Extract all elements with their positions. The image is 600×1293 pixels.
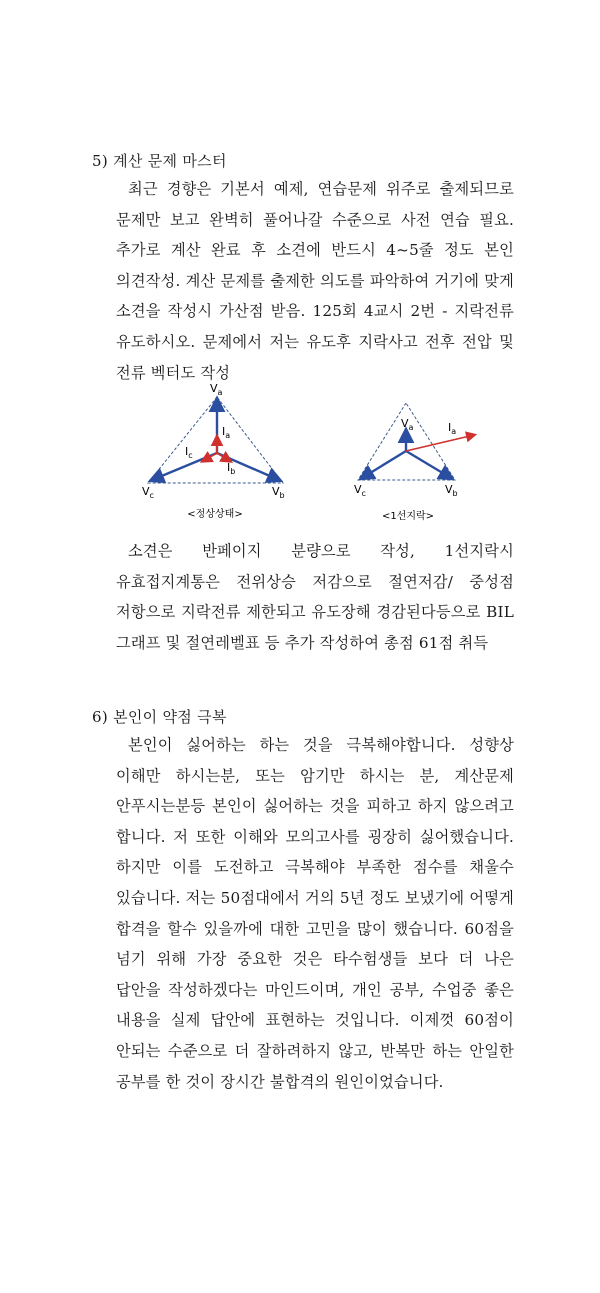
- section-5-paragraph-2: 소견은 반페이지 분량으로 작성, 1선지락시 유효접지계통은 전위상승 저감으로 절연저감/ 중성점 저항으로 지락전류 제한되고 유도장해 경감된다등으로 BIL 그래프 및 절연레벨표 등 추가 작성하여 총점 61점 취득: [116, 542, 514, 652]
- right-vc-vector: [362, 451, 406, 478]
- right-va-label: $V_a$: [401, 417, 414, 432]
- left-dashed-triangle: [148, 397, 283, 483]
- right-vc-label: $V_c$: [354, 483, 366, 498]
- section-5-heading: 5) 계산 문제 마스터: [92, 152, 227, 170]
- section-5-paragraph-1: 최근 경향은 기본서 예제, 연습문제 위주로 출제되므로 문제만 보고 완벽히 풀어나갈 수준으로 사전 연습 필요. 추가로 계산 완료 후 소견에 반드시 4~5줄 정도 본인 의견작성. 계산 문제를 출제한 의도를 파악하여 거기에 맞게 소견을 작성시 가산점 받음. 125회 4교시 2번 - 지락전류 유도하시오. 문제에서 저는 유도후 지락사고 전후 전압 및 전류 벡터도 작성: [116, 180, 514, 382]
- section-6-paragraph-1: 본인이 싫어하는 하는 것을 극복해야합니다. 성향상 이해만 하시는분, 또는 암기만 하시는 분, 계산문제 안푸시는분등 본인이 싫어하는 것을 피하고 하지 않으려고 합니다. 저 또한 이해와 모의고사를 굉장히 싫어했습니다. 하지만 이를 도전하고 극복해야 부족한 점수를 채울수 있습니다. 저는 50점대에서 거의 5년 정도 보냈기에 어떻게 합격을 할수 있을까에 대한 고민을 많이 했습니다. 60점을 넘기 위해 가장 중요한 것은 타수험생들 보다 더 나은 답안을 작성하겠다는 마인드이며, 개인 공부, 수업중 좋은 내용을 실제 답안에 표현하는 것입니다. 이제껏 60점이 안되는 수준으로 더 잘하려하지 않고, 반복만 하는 안일한 공부를 한 것이 장시간 불합격의 원인이었습니다.: [116, 736, 514, 1091]
- left-ic-label: $I_c$: [185, 445, 193, 460]
- left-ia-label: $I_a$: [222, 425, 231, 440]
- left-va-label: $V_a$: [210, 382, 223, 397]
- single-line-ground-fault-diagram: [354, 403, 474, 522]
- right-vb-label: $V_b$: [445, 483, 458, 498]
- normal-state-caption: <정상상태>: [187, 509, 243, 520]
- right-vb-vector: [406, 451, 451, 478]
- vector-diagram: [130, 375, 490, 525]
- right-ia-label: $I_a$: [448, 421, 457, 436]
- right-ia-vector: [406, 435, 474, 451]
- left-ib-label: $I_b$: [227, 461, 236, 476]
- single-line-fault-caption: <1선지락>: [381, 511, 435, 522]
- left-vb-label: $V_b$: [272, 485, 285, 500]
- normal-state-diagram: [142, 382, 285, 520]
- vector-diagram-figure: [130, 375, 490, 525]
- section-6-heading: 6) 본인이 약점 극복: [92, 708, 227, 726]
- left-vc-label: $V_c$: [142, 485, 154, 500]
